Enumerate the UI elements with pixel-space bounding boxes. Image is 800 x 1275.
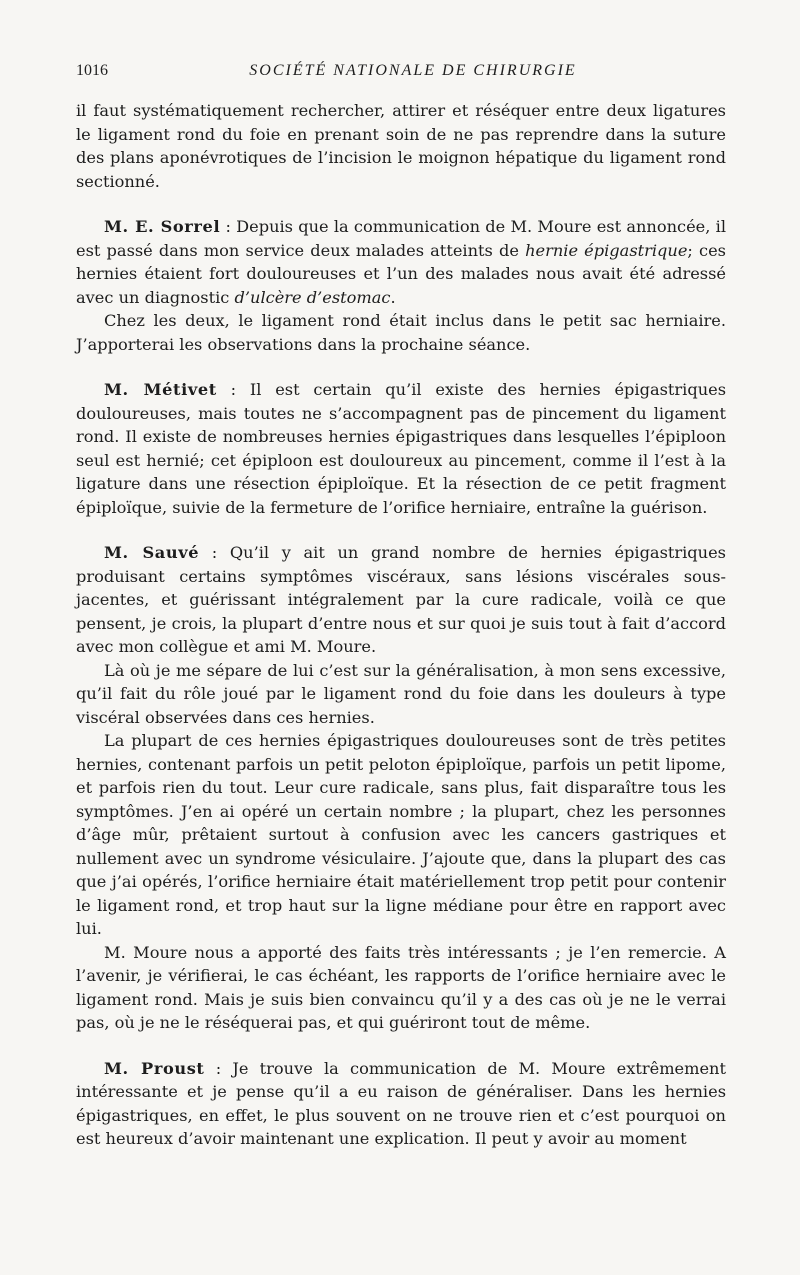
speaker-name: M. E. Sorrel [104, 217, 221, 236]
paragraph-text: : Il est certain qu’il existe des hernies épigastriques douloureuses, mais toutes ne s’accompagnent pas de pincement du ligament rond. Il existe de nombreuses hernies épigastriques dans lesquelles l’épiploon seul est hernié; cet épiploon est douloureux au pincement, comme il l’est à la ligature dans une résection épiploïque. Et la résection de ce petit fragment épiploïque, suivie de la fermeture de l’orifice herniaire, entraîne la guérison. [76, 380, 727, 517]
paragraph-sauve [76, 541, 726, 659]
running-head [76, 62, 726, 86]
paragraph-text: il faut systématiquement rechercher, attirer et réséquer entre deux ligatures le ligament rond du foie en prenant soin de ne pas reprendre dans la suture des plans aponévrotiques de l’incision le moignon hépatique du ligament rond sectionné. [76, 101, 726, 191]
paragraph-continuation [76, 99, 726, 193]
paragraph-text: Chez les deux, le ligament rond était inclus dans le petit sac herniaire. J’apporterai les observations dans la prochaine séance. [76, 311, 726, 354]
paragraph-text: : Depuis que la communication de M. Moure est annoncée, il est passé dans mon service deux malades atteints de [76, 217, 726, 260]
paragraph-text: Là où je me sépare de lui c’est sur la généralisation, à mon sens excessive, qu’il fait du rôle joué par le ligament rond du foie dans les douleurs à type viscéral observées dans ces hernies. [76, 660, 726, 727]
page-number: 1016 [76, 62, 108, 79]
paragraph-text: . [390, 287, 396, 307]
paragraph-text: : Qu’il y ait un grand nombre de hernies épigastriques produisant certains symptômes viscéraux, sans lésions viscérales sous-jacentes, et guérissant intégralement par la cure radicale, voilà ce que pensent, je crois, la plupart d’entre nous et sur quoi je suis tout à fait d’accord avec mon collègue et ami M. Moure. [76, 543, 726, 656]
paragraph-sauve-4 [76, 941, 726, 1035]
italic-term: d’ulcère d’estomac [234, 287, 391, 307]
speaker-name: M. Métivet [104, 380, 217, 399]
speaker-name: M. Proust [104, 1058, 205, 1078]
paragraph-sorrel-continued [76, 309, 726, 356]
speaker-name: M. Sauvé [104, 543, 200, 562]
body-text [76, 99, 726, 1151]
paragraph-sauve-2 [76, 659, 726, 730]
paragraph-text: : Je trouve la communication de M. Moure extrêmement intéressante et je pense qu’il a eu raison de généraliser. Dans les hernies épigastriques, en effet, le plus souvent on ne trouve rien et c’est pourquoi on est heureux d’avoir maintenant une explication. Il peut y avoir au moment [76, 1058, 726, 1148]
paragraph-sauve-3 [76, 729, 726, 941]
italic-term: hernie épigastrique [525, 240, 688, 260]
paragraph-text: La plupart de ces hernies épigastriques douloureuses sont de très petites hernies, contenant parfois un petit peloton épiploïque, parfois un petit lipome, et parfois rien du tout. Leur cure radicale, sans plus, fait disparaître tous les symptômes. J’en ai opéré un certain nombre ; la plupart, chez les personnes d’âge mûr, prêtaient surtout à confusion avec les cancers gastriques et nullement avec un syndrome vésiculaire. J’ajoute que, dans la plupart des cas que j’ai opérés, l’orifice herniaire était matériellement trop petit pour contenir le ligament rond, et trop haut sur la ligne médiane pour être en rapport avec lui. [76, 731, 726, 938]
paragraph-text: M. Moure nous a apporté des faits très intéressants ; je l’en remercie. A l’avenir, je vérifierai, le cas échéant, les rapports de l’orifice herniaire avec le ligament rond. Mais je suis bien convaincu qu’il y a des cas où je ne le verrai pas, où je ne le réséquerai pas, et qui guériront tout de même. [76, 942, 726, 1032]
paragraph-proust [76, 1057, 726, 1151]
paragraph-text: ; ces hernies étaient fort douloureuses et l’un des malades nous avait été adressé avec un diagnostic [76, 240, 726, 307]
paragraph-metivet [76, 378, 726, 519]
journal-title: SOCIÉTÉ NATIONALE DE CHIRURGIE [249, 62, 577, 79]
paragraph-sorrel [76, 215, 726, 309]
